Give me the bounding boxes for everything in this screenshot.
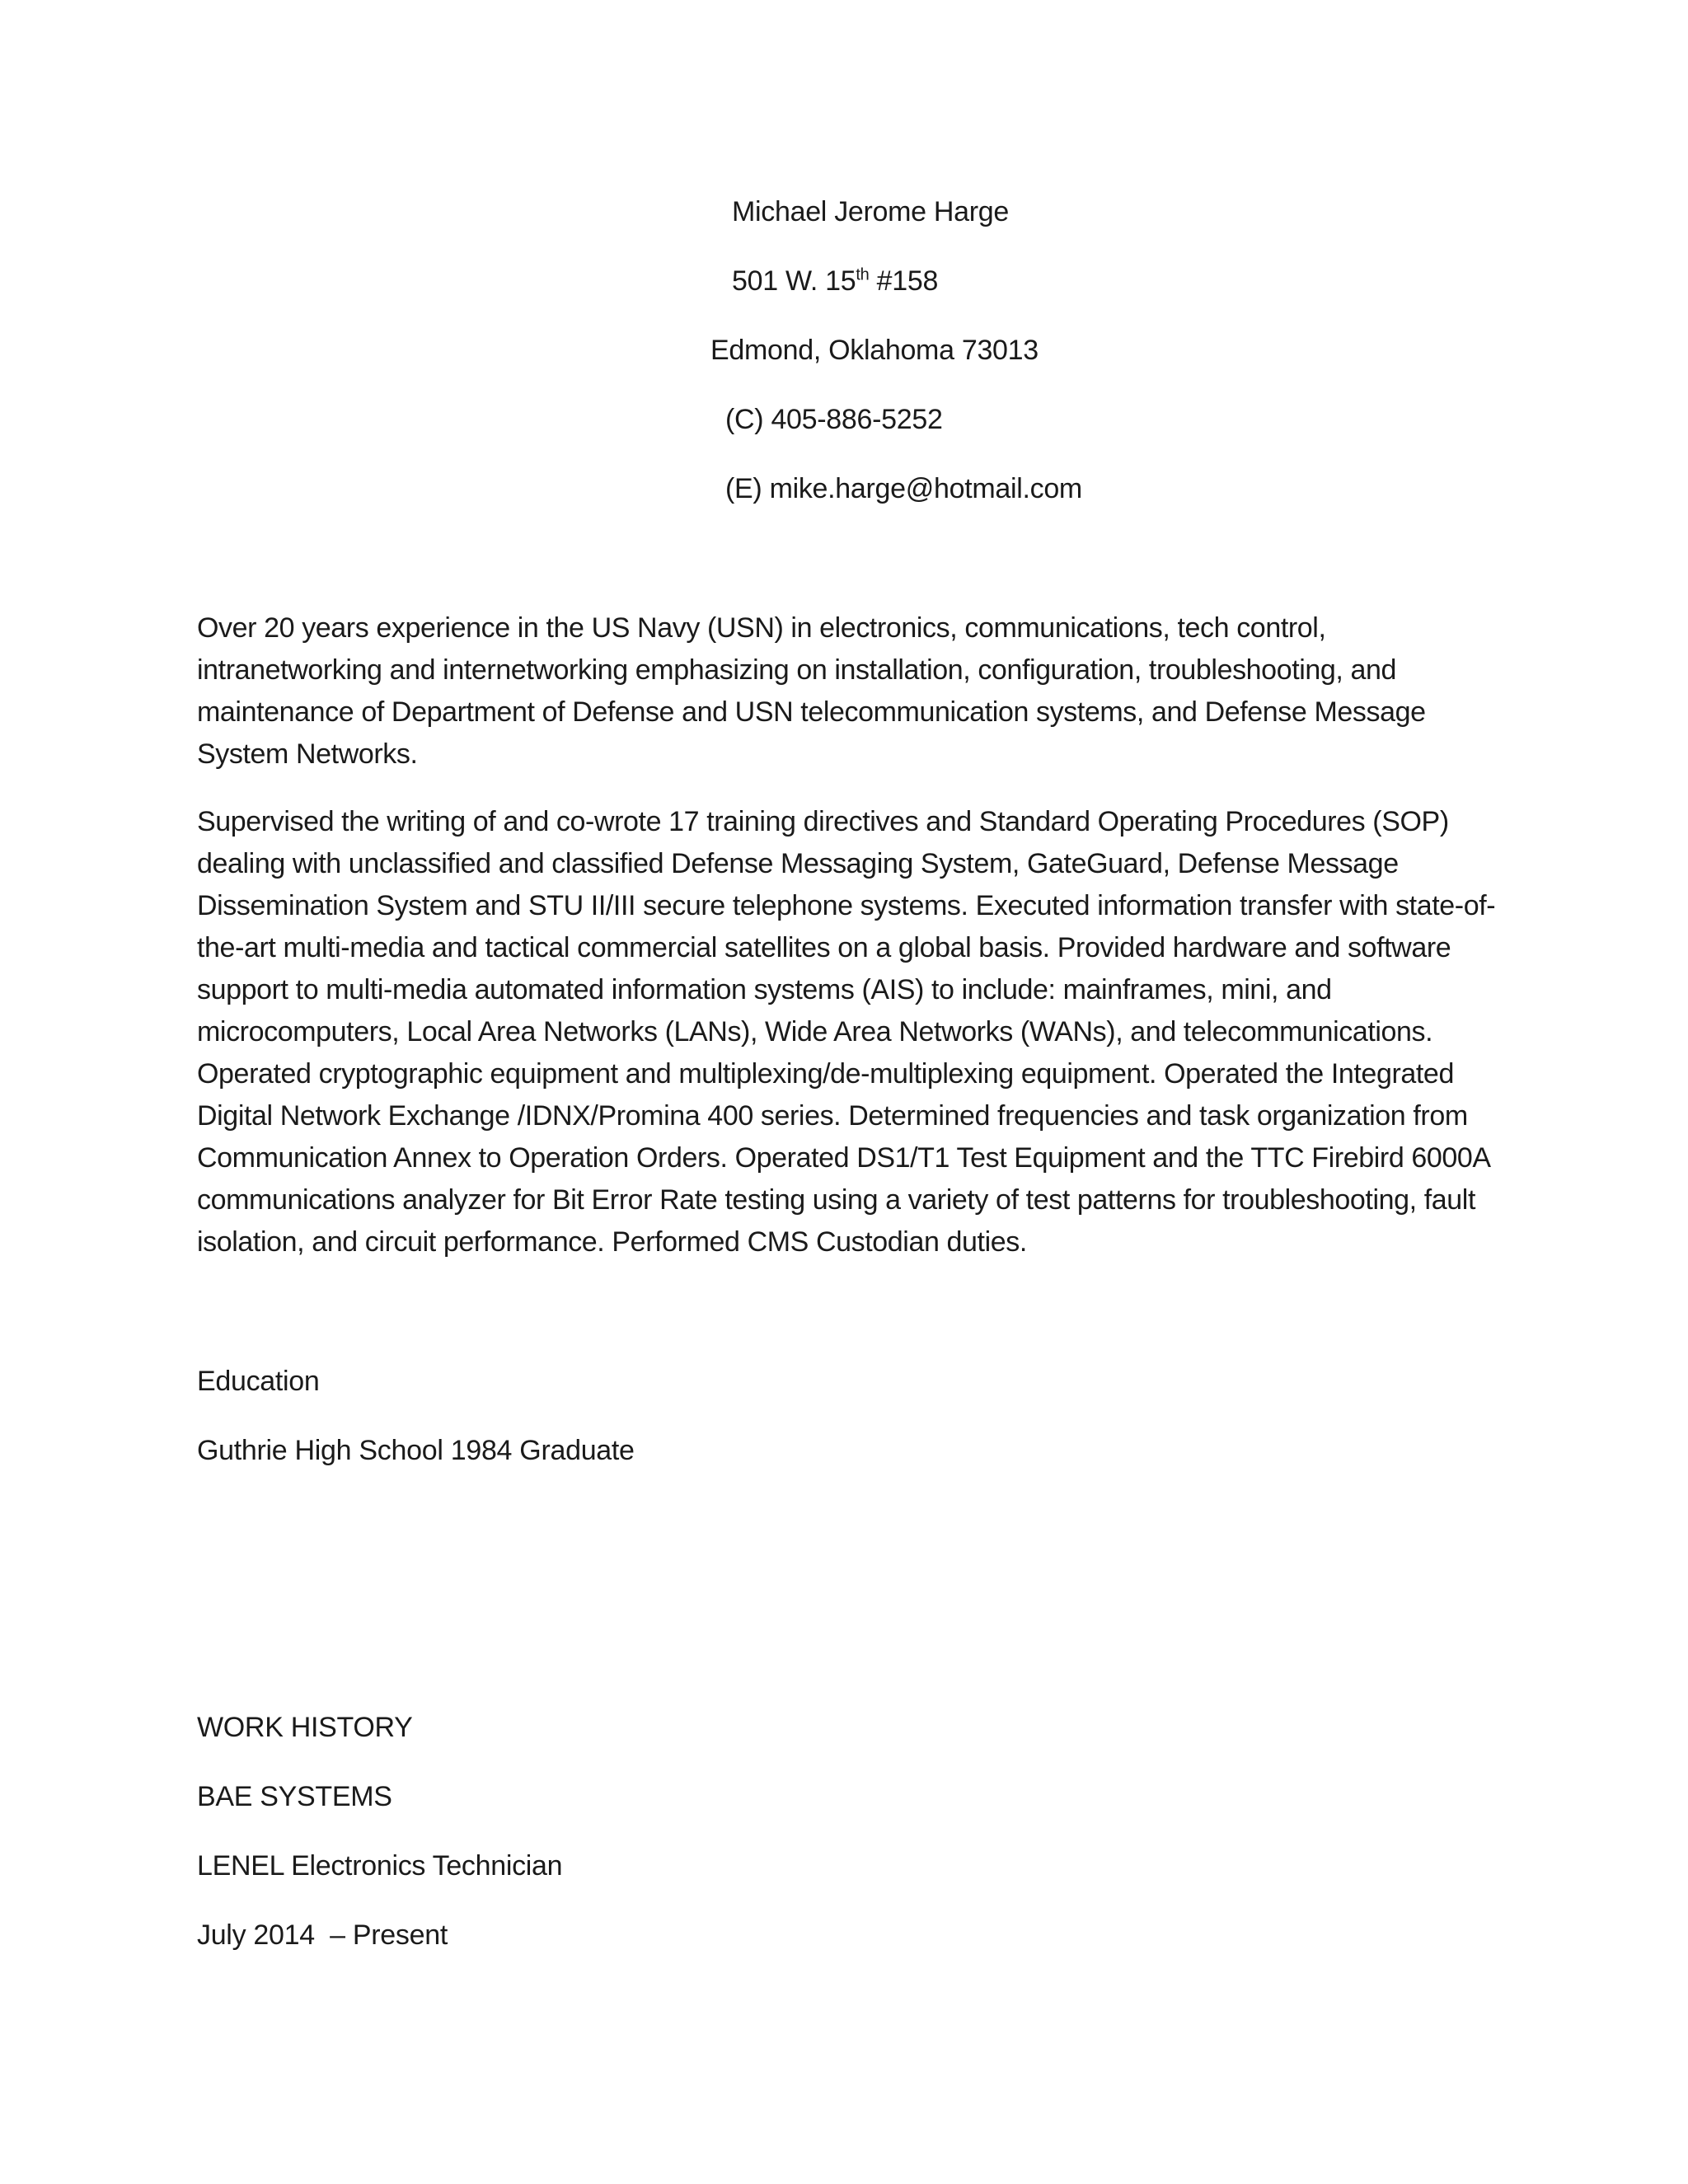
contact-cell-phone: (C) 405-886-5252: [725, 404, 943, 435]
contact-email: (E) mike.harge@hotmail.com: [725, 473, 1082, 504]
work-history-dates: July 2014 – Present: [197, 1919, 448, 1951]
work-history-employer: BAE SYSTEMS: [197, 1781, 392, 1812]
summary-paragraph-1: Over 20 years experience in the US Navy (USN) in electronics, communications, tech control, intranetworking and internetworking emphasizing on installation, configuration, troubleshooting, and maintenance of Department of Defense and USN telecommunication systems, and Defense Message System Networks.: [197, 612, 1426, 770]
summary-paragraph-2: Supervised the writing of and co-wrote 17 training directives and Standard Operating Procedures (SOP) dealing with unclassified and classified Defense Messaging System, GateGuard, Defense Message Dissemination System and STU II/III secure telephone systems. Executed information transfer with state-of-the-art multi-media and tactical commercial satellites on a global basis. Provided hardware and software support to multi-media automated information systems (AIS) to include: mainframes, mini, and microcomputers, Local Area Networks (LANs), Wide Area Networks (WANs), and telecommunications. Operated cryptographic equipment and multiplexing/de-multiplexing equipment. Operated the Integrated Digital Network Exchange /IDNX/Promina 400 series. Determined frequencies and task organization from Communication Annex to Operation Orders. Operated DS1/T1 Test Equipment and the TTC Firebird 6000A communications analyzer for Bit Error Rate testing using a variety of test patterns for troubleshooting, fault isolation, and circuit performance. Performed CMS Custodian duties.: [197, 806, 1496, 1258]
contact-name: Michael Jerome Harge: [732, 196, 1010, 227]
address-ordinal-suffix: th: [856, 265, 870, 284]
contact-address: [732, 260, 938, 302]
education-entry: Guthrie High School 1984 Graduate: [197, 1435, 635, 1466]
education-heading: Education: [197, 1366, 320, 1397]
address-unit: #158: [869, 265, 939, 297]
work-history-position: LENEL Electronics Technician: [197, 1850, 563, 1882]
work-history-heading: WORK HISTORY: [197, 1712, 413, 1743]
address-street: 501 W. 15: [732, 265, 856, 297]
contact-city-state-zip: Edmond, Oklahoma 73013: [710, 335, 1039, 366]
